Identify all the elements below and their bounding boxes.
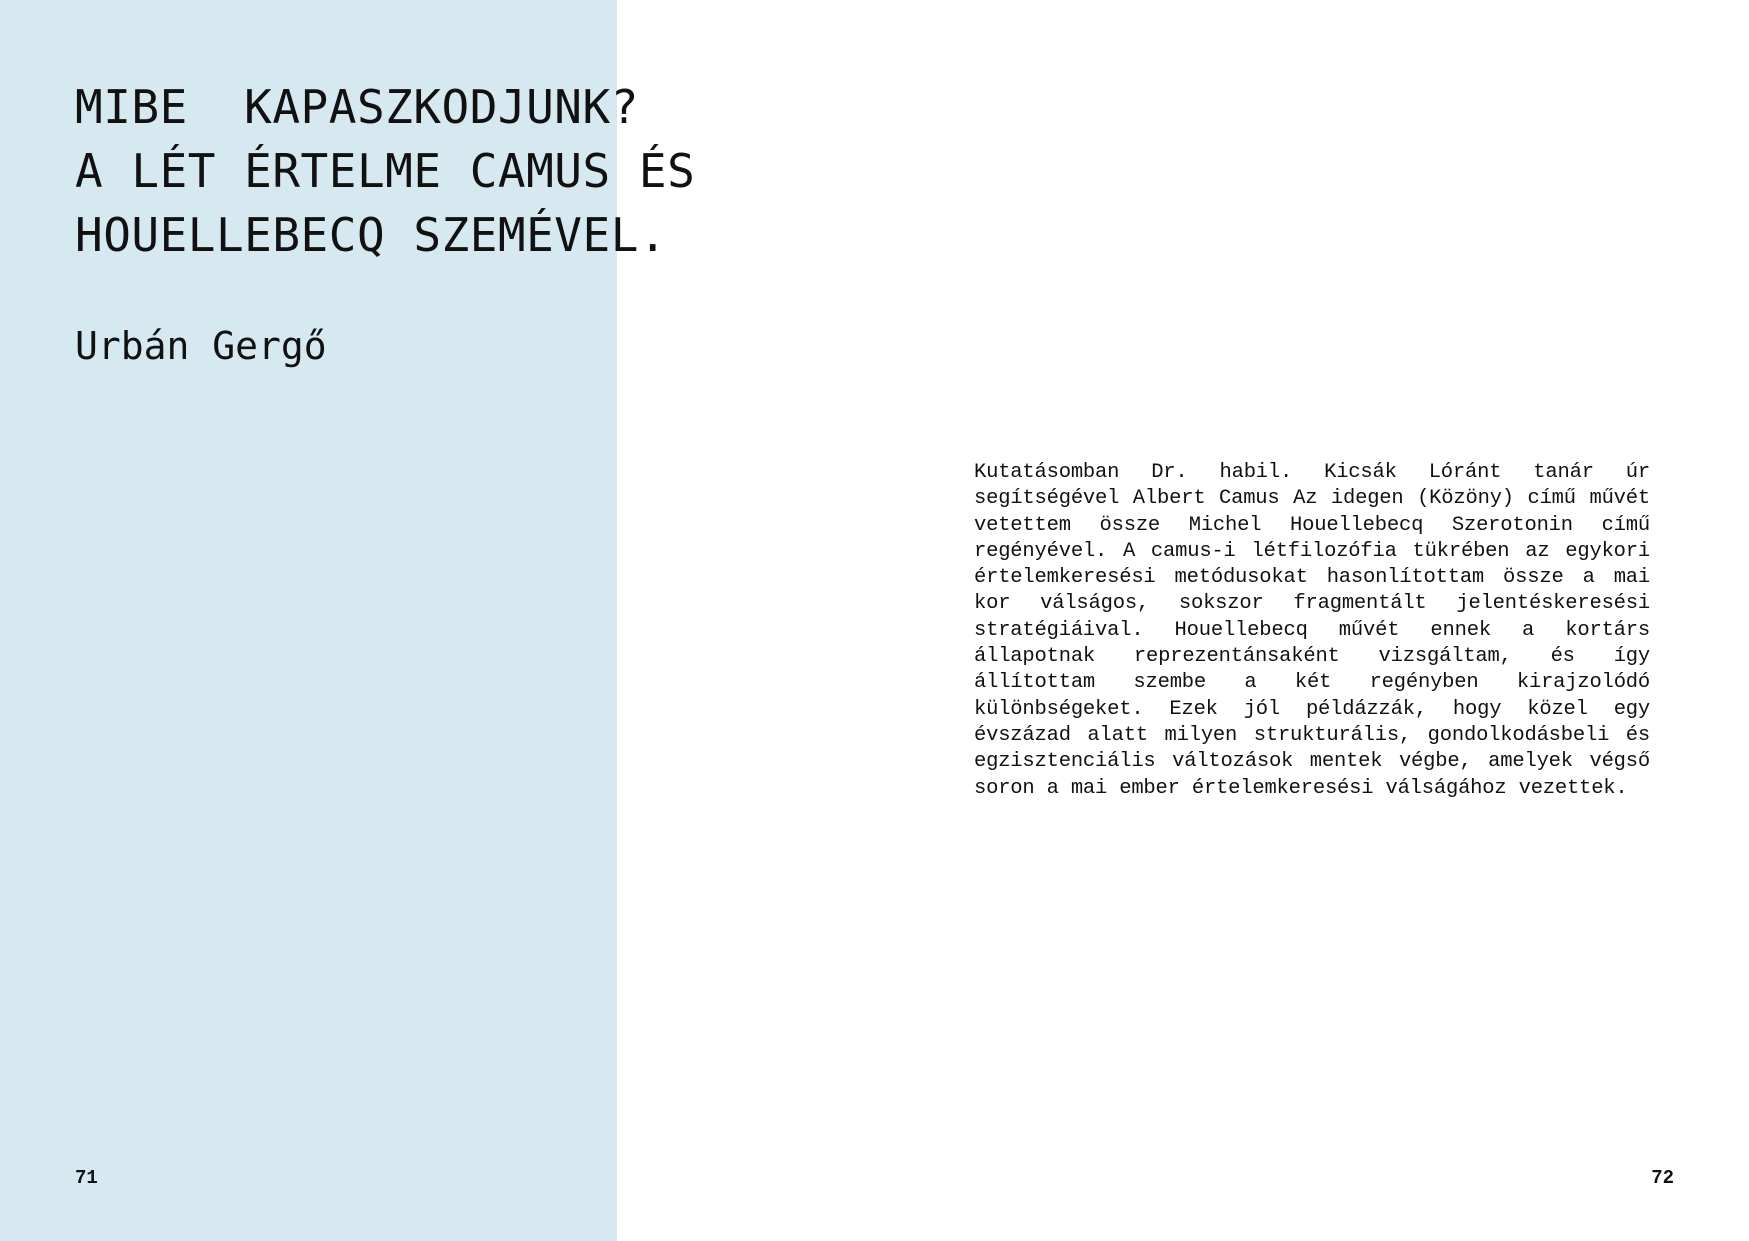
title-line-1: MIBE KAPASZKODJUNK? [75,80,639,134]
page-number-right: 72 [1651,1167,1674,1189]
title-line-3: HOUELLEBECQ SZEMÉVEL. [75,208,668,262]
abstract-paragraph: Kutatásomban Dr. habil. Kicsák Lóránt tanár úr segítségével Albert Camus Az idegen (Közöny) című művét vetettem össze Michel Houellebecq Szerotonin című regényével. A camus-i létfilozófia tükrében az egykori értelemkeresési metódusokat hasonlítottam össze a mai kor válságos, sokszor fragmentált jelentéskeresési stratégiáival. Houellebecq művét ennek a kortárs állapotnak reprezentánsaként vizsgáltam, és így állítottam szembe a két regényben kirajzolódó különbségeket. Ezek jól példázzák, hogy közel egy évszázad alatt milyen strukturális, gondolkodásbeli és egzisztenciális változások mentek végbe, amelyek végső soron a mai ember értelemkeresési válságához vezettek. [974,461,1650,800]
page-number-left: 71 [75,1167,98,1189]
author-name: Urbán Gergő [75,324,327,368]
article-title [75,75,775,267]
title-line-2: A LÉT ÉRTELME CAMUS ÉS [75,144,696,198]
